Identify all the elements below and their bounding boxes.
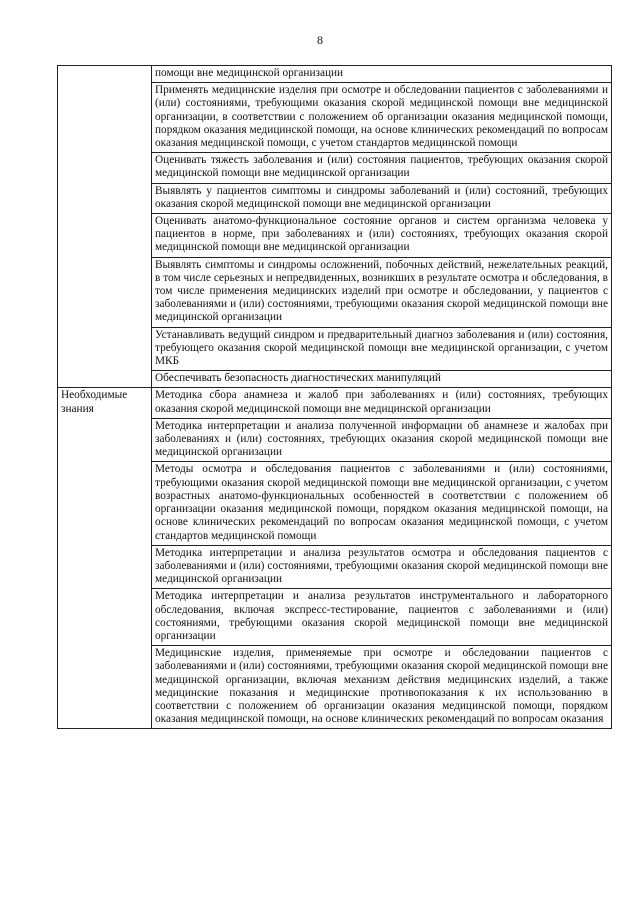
table-row	[58, 388, 612, 418]
table-cell: Методы осмотра и обследования пациентов с заболеваниями и (или) состояниями, требующими оказания скорой медицинской помощи вне медицинской организации, с учетом возрастных анатомо-функциональных особенностей в соответствии с положением об организации оказания медицинской помощи, порядком оказания медицинской помощи, на основе клинических рекомендаций по вопросам оказания медицинской помощи, с учетом стандартов медицинской помощи	[152, 462, 612, 545]
section-label-cell: Необходимые знания	[58, 388, 152, 729]
competency-table	[57, 65, 612, 729]
table-cell: Применять медицинские изделия при осмотре и обследовании пациентов с заболеваниями и (или) состояниями, требующими оказания скорой медицинской помощи вне медицинской организации, в соответствии с положением об организации оказания медицинской помощи, порядком оказания медицинской помощи, на основе клинических рекомендаций по вопросам оказания медицинской помощи, с учетом стандартов медицинской помощи	[152, 83, 612, 153]
table-cell: Методика интерпретации и анализа результатов осмотра и обследования пациентов с заболеваниями и (или) состояниями, требующими оказания скорой медицинской помощи вне медицинской организации	[152, 545, 612, 589]
table-cell: помощи вне медицинской организации	[152, 66, 612, 83]
table-cell: Устанавливать ведущий синдром и предварительный диагноз заболевания и (или) состояния, требующего оказания скорой медицинской помощи вне медицинской организации, с учетом МКБ	[152, 327, 612, 371]
table-cell: Оценивать анатомо-функциональное состояние органов и систем организма человека у пациентов в норме, при заболеваниях и (или) состояниях, требующих оказания скорой медицинской помощи вне медицинской организации	[152, 214, 612, 258]
page-number: 8	[317, 33, 323, 47]
section-label-cell	[58, 66, 152, 388]
table-cell: Медицинские изделия, применяемые при осмотре и обследовании пациентов с заболеваниями и (или) состояниями, требующими оказания скорой медицинской помощи вне медицинской организации, включая механизм действия медицинских изделий, а также медицинские показания и медицинские противопоказания к их использованию в соответствии с положением об организации оказания медицинской помощи, порядком оказания медицинской помощи, на основе клинических рекомендаций по вопросам оказания	[152, 646, 612, 729]
table-cell: Методика сбора анамнеза и жалоб при заболеваниях и (или) состояниях, требующих оказания скорой медицинской помощи вне медицинской организации	[152, 388, 612, 418]
table-cell: Выявлять у пациентов симптомы и синдромы заболеваний и (или) состояний, требующих оказания скорой медицинской помощи вне медицинской организации	[152, 183, 612, 213]
table-cell: Выявлять симптомы и синдромы осложнений, побочных действий, нежелательных реакций, в том числе серьезных и непредвиденных, возникших в результате осмотра и обследования, в том числе применения медицинских изделий при осмотре и обследовании, у пациентов с заболеваниями и (или) состояниями, требующими оказания скорой медицинской помощи вне медицинской организации	[152, 257, 612, 327]
table-cell: Методика интерпретации и анализа полученной информации об анамнезе и жалобах при заболеваниях и (или) состояниях, требующих оказания скорой медицинской помощи вне медицинской организации	[152, 418, 612, 462]
table-cell: Обеспечивать безопасность диагностических манипуляций	[152, 371, 612, 388]
table-cell: Методика интерпретации и анализа результатов инструментального и лабораторного обследования, включая экспресс-тестирование, пациентов с заболеваниями и (или) состояниями, требующими оказания скорой медицинской помощи вне медицинской организации	[152, 589, 612, 646]
table-row	[58, 66, 612, 83]
table-cell: Оценивать тяжесть заболевания и (или) состояния пациентов, требующих оказания скорой медицинской помощи вне медицинской организации	[152, 153, 612, 183]
